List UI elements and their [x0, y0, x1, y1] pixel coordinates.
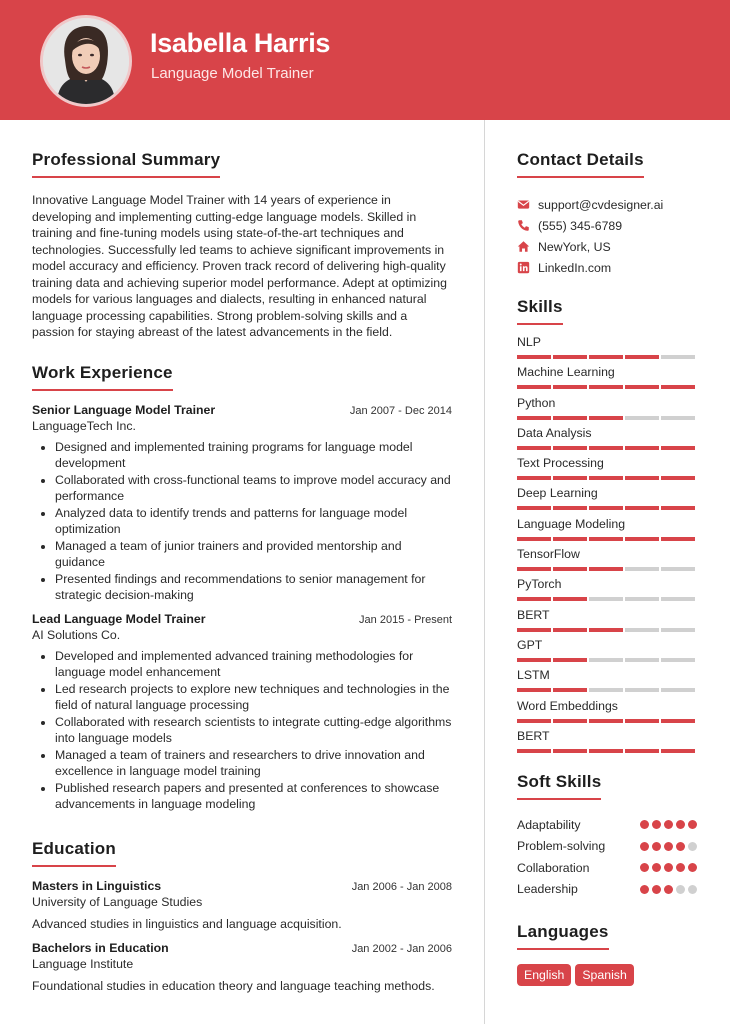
skill-level-bar: [517, 385, 696, 389]
language-badge: Spanish: [575, 964, 633, 986]
soft-skill-item: [517, 879, 697, 901]
soft-skill-name: Adaptability: [517, 817, 581, 832]
skill-level-segment: [625, 355, 659, 359]
rating-dot: [664, 863, 673, 872]
education-header: [32, 941, 452, 955]
skill-level-bar: [517, 658, 696, 662]
skill-level-segment: [625, 416, 659, 420]
skill-level-segment: [553, 506, 587, 510]
skill-level-segment: [517, 719, 551, 723]
skill-level-segment: [553, 537, 587, 541]
education-heading: Education: [32, 839, 116, 867]
soft-skill-item: [517, 857, 697, 879]
skill-name: Data Analysis: [517, 425, 592, 440]
skill-level-segment: [553, 567, 587, 571]
skill-item: [517, 607, 697, 637]
job-bullet: Published research papers and presented at conferences to showcase advancements in language modeling: [32, 780, 452, 813]
job-dates: Jan 2007 - Dec 2014: [349, 404, 452, 417]
skill-item: [517, 425, 697, 455]
job-company: LanguageTech Inc.: [32, 418, 136, 433]
skill-level-segment: [553, 749, 587, 753]
skill-level-segment: [625, 658, 659, 662]
skill-item: [517, 576, 697, 606]
education-degree: Bachelors in Education: [32, 940, 169, 955]
rating-dot: [652, 885, 661, 894]
education-dates: Jan 2002 - Jan 2006: [351, 942, 452, 955]
skill-level-segment: [589, 597, 623, 601]
soft-skill-rating: [640, 863, 697, 872]
email-text: support@cvdesigner.ai: [538, 197, 664, 212]
skill-level-segment: [625, 567, 659, 571]
skill-level-segment: [661, 446, 695, 450]
skill-name: Word Embeddings: [517, 698, 618, 713]
rating-dot: [688, 885, 697, 894]
rating-dot: [676, 863, 685, 872]
linkedin-text: LinkedIn.com: [538, 260, 612, 275]
skill-level-segment: [589, 658, 623, 662]
skill-level-segment: [661, 355, 695, 359]
skills-section: [517, 297, 697, 758]
experience-section: [32, 363, 452, 813]
skill-name: TensorFlow: [517, 547, 580, 562]
skill-item: [517, 334, 697, 364]
skill-level-segment: [517, 355, 551, 359]
rating-dot: [652, 820, 661, 829]
job-dates: Jan 2015 - Present: [359, 613, 452, 626]
candidate-name: Isabella Harris: [150, 28, 331, 58]
phone-text: (555) 345-6789: [538, 218, 623, 233]
rating-dot: [640, 863, 649, 872]
skill-name: BERT: [517, 607, 550, 622]
skill-level-segment: [553, 385, 587, 389]
contact-linkedin[interactable]: [517, 257, 697, 278]
education-dates: Jan 2006 - Jan 2008: [351, 880, 452, 893]
soft-skill-rating: [640, 842, 697, 851]
job-bullet: Led research projects to explore new techniques and technologies in the field of natural language processing: [32, 681, 452, 714]
contact-heading: Contact Details: [517, 150, 644, 178]
skill-level-bar: [517, 446, 696, 450]
skill-level-segment: [517, 476, 551, 480]
skill-level-segment: [589, 537, 623, 541]
skill-name: Text Processing: [517, 456, 604, 471]
location-text: NewYork, US: [538, 239, 611, 254]
rating-dot: [640, 820, 649, 829]
skill-name: Python: [517, 395, 556, 410]
skill-name: Machine Learning: [517, 365, 615, 380]
skills-heading: Skills: [517, 297, 563, 325]
skill-level-segment: [517, 658, 551, 662]
job-bullets: [32, 648, 452, 813]
education-entry: [32, 879, 452, 931]
job-header: [32, 403, 452, 417]
job-bullet: Managed a team of trainers and researchers to drive innovation and excellence in language model training: [32, 747, 452, 780]
skill-level-segment: [661, 749, 695, 753]
skill-level-segment: [625, 719, 659, 723]
soft-skills-section: [517, 772, 697, 900]
phone-icon: [517, 219, 530, 232]
skill-item: [517, 364, 697, 394]
rating-dot: [664, 842, 673, 851]
skill-level-segment: [589, 446, 623, 450]
skill-level-segment: [661, 416, 695, 420]
skill-level-segment: [517, 537, 551, 541]
education-degree: Masters in Linguistics: [32, 878, 162, 893]
skill-level-bar: [517, 506, 696, 510]
rating-dot: [640, 842, 649, 851]
skill-level-segment: [625, 749, 659, 753]
skill-level-bar: [517, 355, 696, 359]
skill-level-segment: [589, 749, 623, 753]
education-entry: [32, 941, 452, 993]
skill-level-segment: [625, 628, 659, 632]
skill-level-segment: [553, 628, 587, 632]
skill-level-segment: [625, 446, 659, 450]
rating-dot: [664, 820, 673, 829]
skill-level-segment: [589, 506, 623, 510]
job-list: [32, 403, 452, 813]
skill-level-segment: [625, 537, 659, 541]
job-bullet: Collaborated with research scientists to integrate cutting-edge algorithms into language models: [32, 714, 452, 747]
rating-dot: [676, 820, 685, 829]
skills-list: [517, 334, 697, 758]
job-bullets: [32, 439, 452, 604]
skill-level-segment: [625, 688, 659, 692]
skill-level-segment: [589, 688, 623, 692]
candidate-title: Language Model Trainer: [151, 65, 314, 82]
soft-skill-name: Collaboration: [517, 860, 590, 875]
rating-dot: [688, 842, 697, 851]
soft-skills-heading: Soft Skills: [517, 772, 601, 800]
skill-level-segment: [517, 688, 551, 692]
skill-level-segment: [517, 416, 551, 420]
job-bullet: Presented findings and recommendations to senior management for strategic decision-making: [32, 571, 452, 604]
contact-email[interactable]: [517, 194, 697, 215]
skill-level-segment: [589, 476, 623, 480]
skill-item: [517, 516, 697, 546]
education-list: [32, 879, 452, 993]
skill-item: [517, 485, 697, 515]
skill-level-segment: [661, 688, 695, 692]
skill-level-segment: [553, 688, 587, 692]
education-description: Advanced studies in linguistics and language acquisition.: [32, 916, 342, 931]
rating-dot: [652, 842, 661, 851]
skill-name: Deep Learning: [517, 486, 598, 501]
soft-skills-list: [517, 814, 697, 900]
education-school: Language Institute: [32, 956, 134, 971]
job-entry: [32, 403, 452, 604]
job-bullet: Collaborated with cross-functional teams to improve model accuracy and performance: [32, 472, 452, 505]
skill-level-bar: [517, 628, 696, 632]
column-divider: [484, 120, 485, 1024]
languages-heading: Languages: [517, 922, 609, 950]
skill-level-segment: [589, 628, 623, 632]
skill-level-segment: [661, 506, 695, 510]
skill-name: LSTM: [517, 668, 550, 683]
skill-name: NLP: [517, 335, 541, 349]
rating-dot: [688, 863, 697, 872]
skill-level-bar: [517, 597, 696, 601]
contact-section: [517, 150, 697, 278]
contact-location: [517, 236, 697, 257]
rating-dot: [688, 820, 697, 829]
skill-level-bar: [517, 567, 696, 571]
soft-skill-name: Leadership: [517, 882, 578, 897]
job-role: Senior Language Model Trainer: [32, 402, 216, 417]
skill-name: GPT: [517, 637, 543, 652]
skill-level-segment: [553, 597, 587, 601]
job-company: AI Solutions Co.: [32, 627, 121, 642]
soft-skill-rating: [640, 820, 697, 829]
soft-skill-name: Problem-solving: [517, 839, 606, 854]
summary-heading: Professional Summary: [32, 150, 220, 178]
skill-item: [517, 455, 697, 485]
skill-level-segment: [661, 628, 695, 632]
skill-level-segment: [589, 385, 623, 389]
skill-name: PyTorch: [517, 577, 562, 592]
skill-level-segment: [553, 416, 587, 420]
summary-text: Innovative Language Model Trainer with 14 years of experience in developing and implementing cutting-edge language models. Skilled in training and fine-tuning models using state-of-the-art techniques and technologies. Successfully led teams to achieve significant improvements in model accuracy and efficiency. Proven track record of delivering high-quality training data and achieving superior model performance. Adept at optimizing models for various languages and dialects, resulting in enhanced natural language processing capabilities. Strong problem-solving skills and a passion for staying abreast of the latest advancements in the field.: [32, 193, 447, 339]
profile-photo: [40, 15, 132, 107]
soft-skill-item: [517, 836, 697, 858]
skill-level-bar: [517, 749, 696, 753]
skill-name: BERT: [517, 728, 550, 743]
skill-level-bar: [517, 719, 696, 723]
skill-level-segment: [661, 658, 695, 662]
skill-level-segment: [661, 476, 695, 480]
skill-item: [517, 667, 697, 697]
skill-level-segment: [517, 446, 551, 450]
skill-item: [517, 698, 697, 728]
email-icon: [517, 198, 530, 211]
skill-level-segment: [661, 597, 695, 601]
job-bullet: Managed a team of junior trainers and provided mentorship and guidance: [32, 538, 452, 571]
experience-heading: Work Experience: [32, 363, 173, 391]
side-column: [517, 150, 697, 986]
skill-level-segment: [517, 385, 551, 389]
skill-level-segment: [625, 597, 659, 601]
job-role: Lead Language Model Trainer: [32, 611, 206, 626]
skill-level-segment: [661, 385, 695, 389]
job-bullet: Analyzed data to identify trends and patterns for language model optimization: [32, 505, 452, 538]
language-badge: English: [517, 964, 571, 986]
skill-level-bar: [517, 537, 696, 541]
languages-list: [517, 964, 697, 986]
soft-skill-rating: [640, 885, 697, 894]
education-header: [32, 879, 452, 893]
rating-dot: [676, 842, 685, 851]
resume-header: [0, 0, 730, 120]
skill-level-segment: [553, 719, 587, 723]
education-section: [32, 839, 452, 993]
skill-level-segment: [625, 476, 659, 480]
skill-level-segment: [589, 719, 623, 723]
skill-level-segment: [661, 719, 695, 723]
rating-dot: [640, 885, 649, 894]
skill-level-bar: [517, 688, 696, 692]
skill-item: [517, 395, 697, 425]
skill-level-bar: [517, 476, 696, 480]
skill-level-segment: [625, 506, 659, 510]
soft-skill-item: [517, 814, 697, 836]
home-icon: [517, 240, 530, 253]
skill-item: [517, 728, 697, 758]
education-description: Foundational studies in education theory and language teaching methods.: [32, 978, 435, 993]
job-bullet: Designed and implemented training programs for language model development: [32, 439, 452, 472]
rating-dot: [652, 863, 661, 872]
skill-level-segment: [553, 476, 587, 480]
summary-section: [32, 150, 452, 341]
skill-level-segment: [589, 416, 623, 420]
skill-level-segment: [517, 567, 551, 571]
skill-level-segment: [517, 628, 551, 632]
skill-item: [517, 637, 697, 667]
rating-dot: [664, 885, 673, 894]
skill-level-bar: [517, 416, 696, 420]
contact-list: [517, 194, 697, 278]
education-school: University of Language Studies: [32, 894, 203, 909]
skill-level-segment: [553, 658, 587, 662]
job-entry: [32, 612, 452, 813]
profile-photo-illustration: [43, 18, 129, 104]
linkedin-icon: [517, 261, 530, 274]
skill-level-segment: [661, 567, 695, 571]
job-bullet: Developed and implemented advanced training methodologies for language model enhancement: [32, 648, 452, 681]
main-column: [32, 150, 452, 993]
skill-level-segment: [553, 446, 587, 450]
job-header: [32, 612, 452, 626]
skill-level-segment: [589, 567, 623, 571]
languages-section: [517, 922, 697, 986]
skill-level-segment: [553, 355, 587, 359]
skill-level-segment: [661, 537, 695, 541]
rating-dot: [676, 885, 685, 894]
skill-level-segment: [589, 355, 623, 359]
skill-level-segment: [517, 749, 551, 753]
skill-level-segment: [625, 385, 659, 389]
skill-level-segment: [517, 597, 551, 601]
skill-level-segment: [517, 506, 551, 510]
contact-phone[interactable]: [517, 215, 697, 236]
skill-item: [517, 546, 697, 576]
skill-name: Language Modeling: [517, 516, 626, 531]
